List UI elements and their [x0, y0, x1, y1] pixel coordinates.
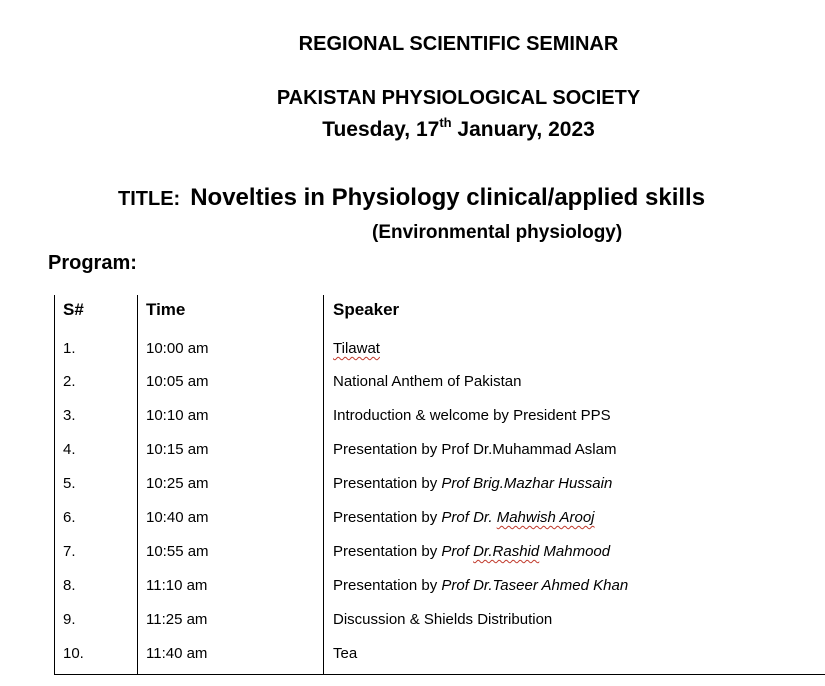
speaker-name: Prof Brig.Mazhar Hussain — [441, 475, 613, 492]
speaker-prefix: Presentation by — [333, 577, 442, 594]
row-number: 2. — [63, 373, 76, 390]
row-number: 9. — [63, 611, 76, 628]
seminar-heading: REGIONAL SCIENTIFIC SEMINAR — [298, 33, 619, 55]
program-label: Program: — [48, 252, 137, 274]
row-time: 11:40 am — [146, 645, 208, 662]
row-speaker — [333, 340, 380, 357]
speaker-name: Dr.Rashid — [473, 543, 540, 560]
row-time: 10:15 am — [146, 441, 209, 458]
row-speaker — [333, 509, 595, 526]
row-number: 4. — [63, 441, 76, 458]
row-time: 10:10 am — [146, 407, 209, 424]
row-time: 10:55 am — [146, 543, 209, 560]
row-time: 10:25 am — [146, 475, 209, 492]
society-heading: PAKISTAN PHYSIOLOGICAL SOCIETY — [276, 87, 641, 109]
title-text: Novelties in Physiology clinical/applied skills — [190, 184, 706, 211]
subtitle: (Environmental physiology) — [372, 222, 623, 243]
speaker-name: Prof — [441, 543, 474, 560]
table-divider — [54, 295, 55, 675]
column-header-sn: S# — [63, 300, 84, 319]
title-label: TITLE: — [118, 188, 181, 210]
row-number: 8. — [63, 577, 76, 594]
row-speaker — [333, 577, 628, 594]
column-header-speaker: Speaker — [333, 300, 400, 319]
row-speaker: Presentation by Prof Dr.Muhammad Aslam — [333, 441, 617, 458]
row-time: 11:25 am — [146, 611, 208, 628]
row-number: 7. — [63, 543, 76, 560]
row-number: 3. — [63, 407, 76, 424]
date-ordinal: th — [439, 115, 452, 130]
row-time: 10:05 am — [146, 373, 209, 390]
date-suffix: January, 2023 — [451, 118, 595, 141]
table-divider — [323, 295, 324, 675]
row-time: 10:40 am — [146, 509, 209, 526]
speaker-prefix: Presentation by — [333, 543, 442, 560]
row-speaker — [333, 475, 612, 492]
speaker-name: Prof Dr. — [441, 509, 497, 526]
speaker-name: Mahwish Arooj — [496, 509, 595, 526]
speaker-prefix: Presentation by — [333, 475, 442, 492]
speaker-name: Mahmood — [539, 543, 611, 560]
row-number: 5. — [63, 475, 76, 492]
date-heading — [46, 115, 825, 142]
date-prefix: Tuesday, 17 — [322, 118, 440, 141]
row-speaker — [333, 543, 610, 560]
table-divider — [54, 674, 825, 675]
row-time: 10:00 am — [146, 340, 209, 357]
title-line — [118, 184, 705, 212]
row-speaker: Discussion & Shields Distribution — [333, 611, 553, 628]
speaker-text: Tilawat — [333, 340, 380, 357]
row-number: 6. — [63, 509, 76, 526]
row-number: 1. — [63, 340, 76, 357]
column-header-time: Time — [146, 300, 186, 319]
row-number: 10. — [63, 645, 84, 662]
row-speaker: National Anthem of Pakistan — [333, 373, 522, 390]
row-speaker: Tea — [333, 645, 358, 662]
speaker-prefix: Presentation by — [333, 509, 442, 526]
row-time: 11:10 am — [146, 577, 208, 594]
table-divider — [137, 295, 138, 675]
speaker-name: Prof Dr.Taseer Ahmed Khan — [441, 577, 629, 594]
row-speaker: Introduction & welcome by President PPS — [333, 407, 611, 424]
